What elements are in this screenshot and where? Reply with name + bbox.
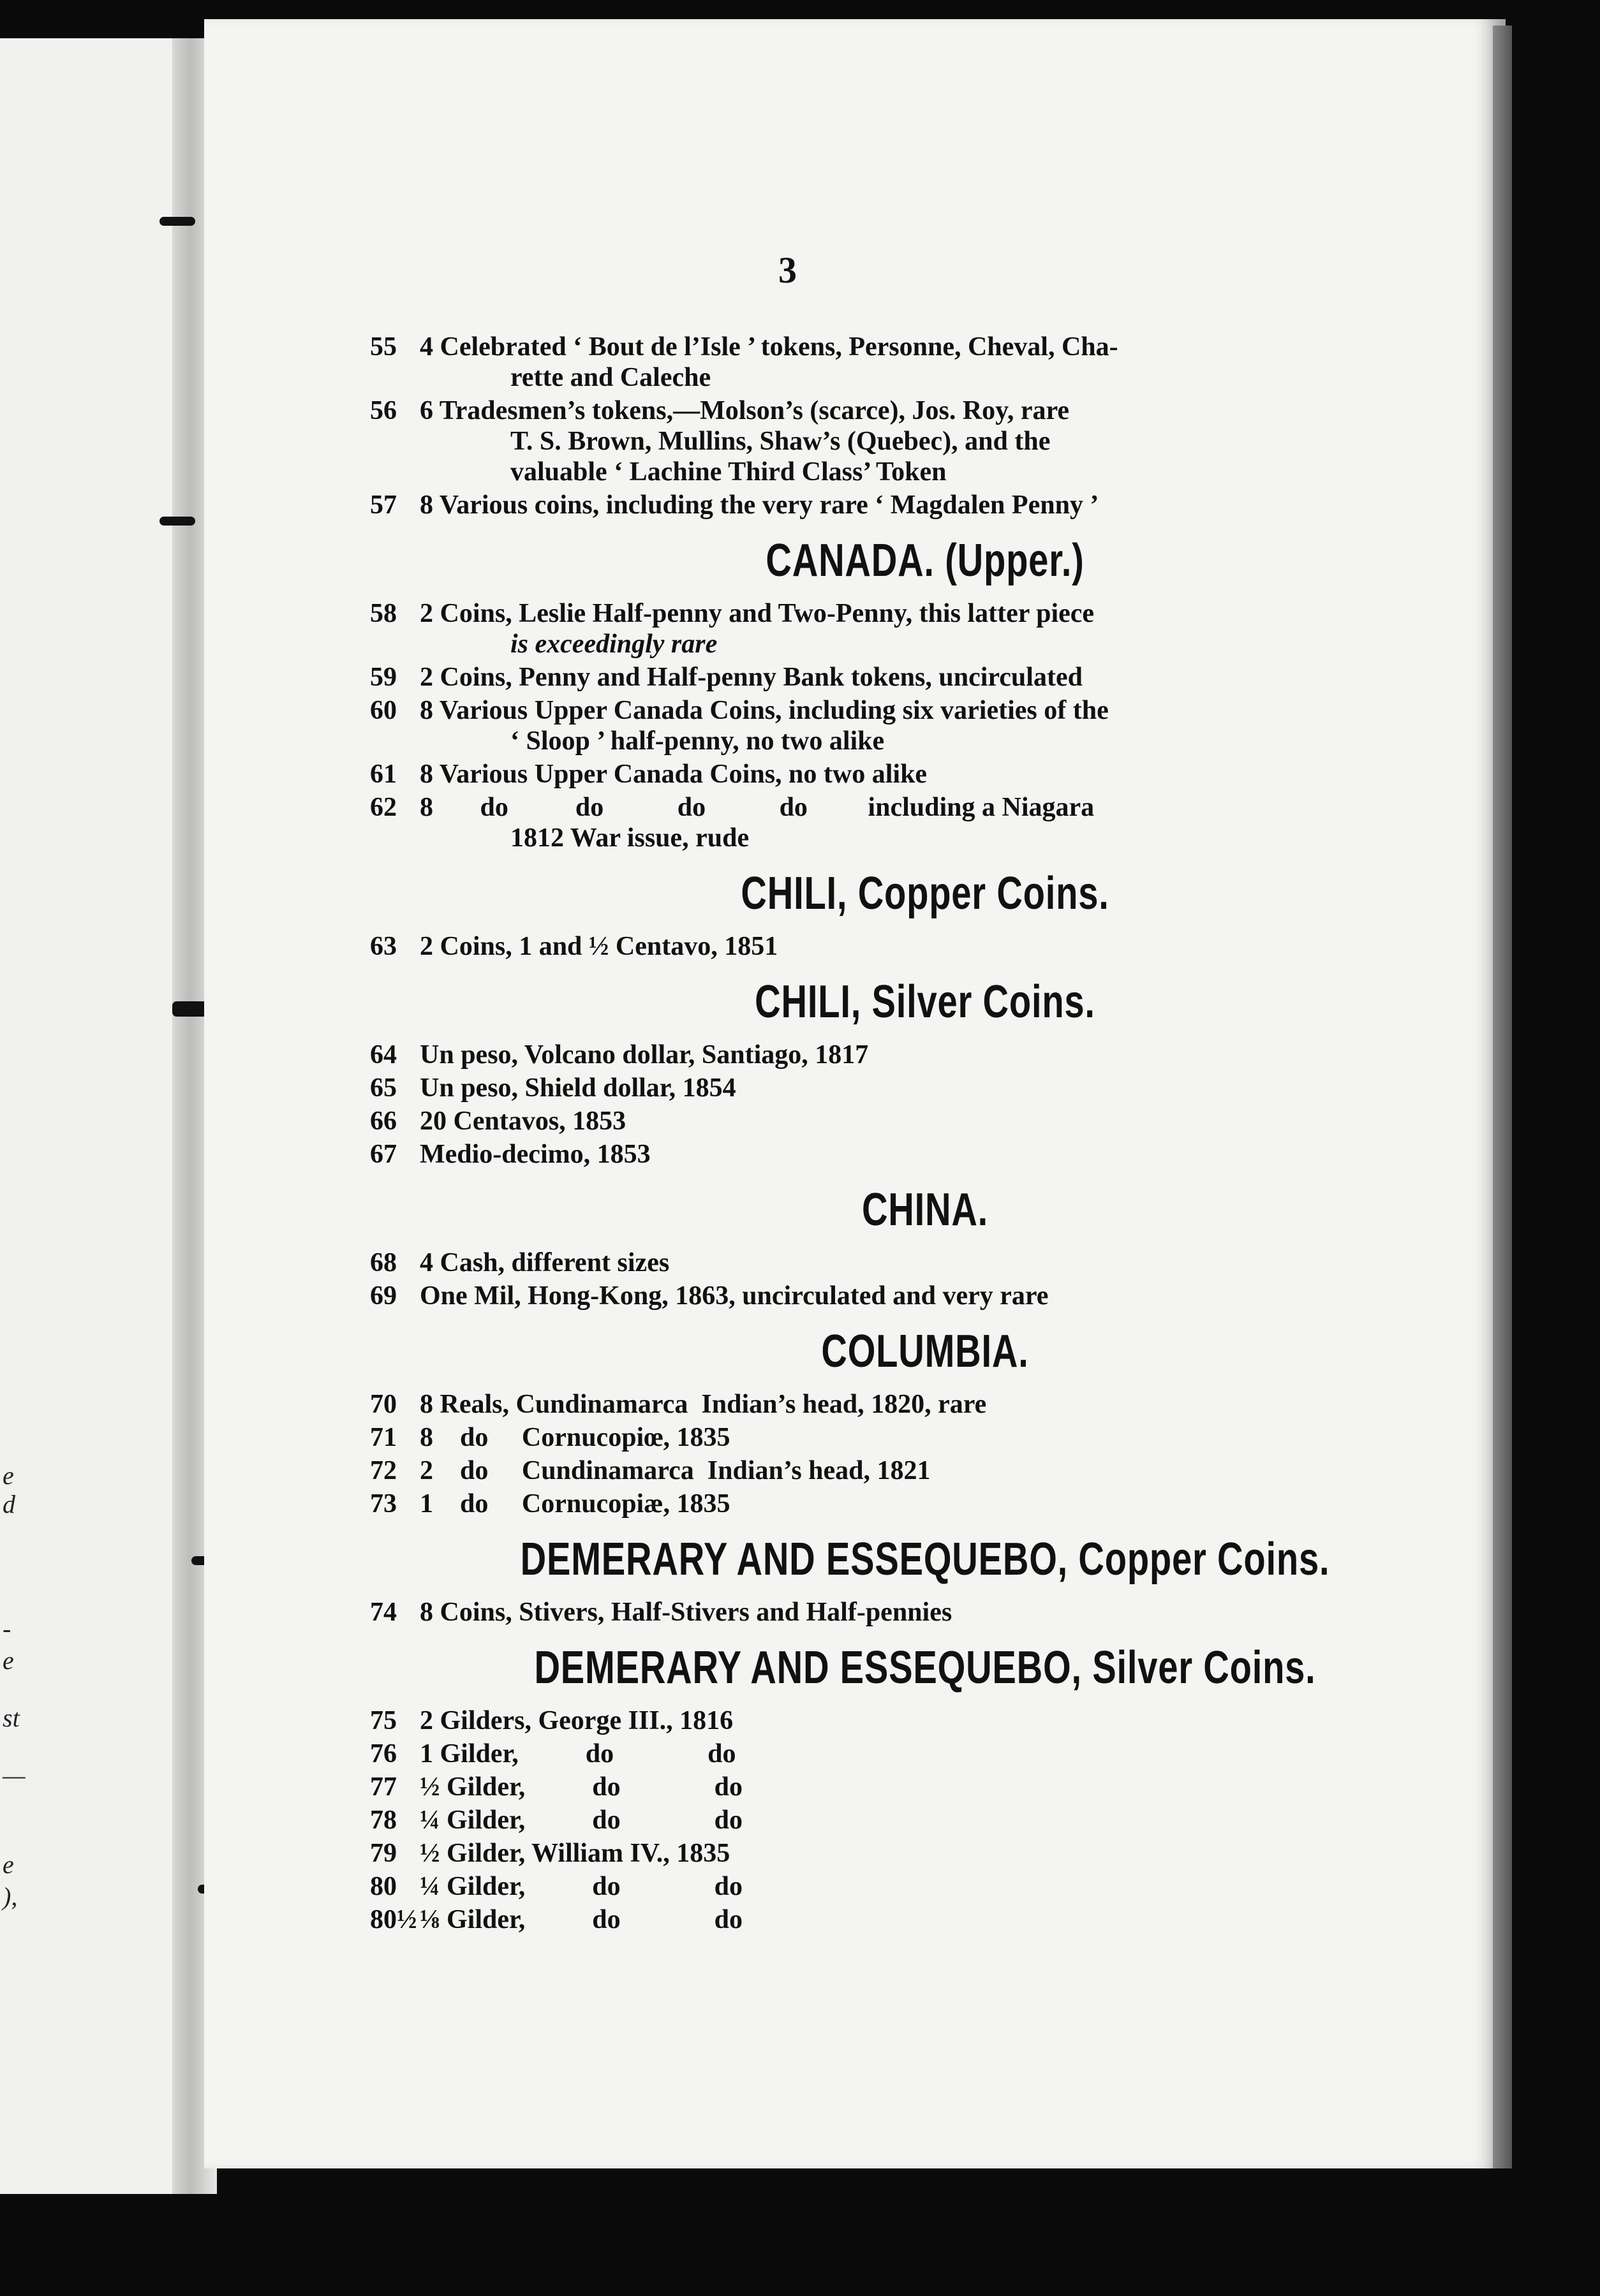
lot-number: 63 xyxy=(370,932,397,961)
lot-description: ½ Gilder, William IV., 1835 xyxy=(420,1839,730,1868)
section-heading: COLUMBIA. xyxy=(821,1326,1029,1377)
lot-description: 2 Gilders, George III., 1816 xyxy=(420,1706,734,1735)
lot-description: 4 Cash, different sizes xyxy=(420,1248,670,1277)
lot-entry xyxy=(370,792,1480,853)
lot-number: 62 xyxy=(370,793,397,822)
lot-entry xyxy=(370,598,1480,659)
lot-description: 2 do Cundinamarca Indian’s head, 1821 xyxy=(420,1456,931,1485)
lot-number: 61 xyxy=(370,760,397,789)
lot-number: 57 xyxy=(370,490,397,520)
lot-entry xyxy=(370,1489,1480,1519)
left-fragment-text: - xyxy=(3,1614,11,1643)
lot-entry xyxy=(370,1597,1480,1628)
lot-entry xyxy=(370,1455,1480,1486)
catalogue-page xyxy=(204,19,1506,2168)
lot-entry xyxy=(370,662,1480,693)
lot-entry xyxy=(370,1904,1480,1935)
lot-description: 1 Gilder, do do xyxy=(420,1739,736,1769)
lot-entry xyxy=(370,759,1480,790)
lot-number: 56 xyxy=(370,396,397,425)
lot-description: One Mil, Hong-Kong, 1863, uncirculated and very rare xyxy=(420,1281,1049,1311)
lot-number: 74 xyxy=(370,1598,397,1627)
lot-number: 73 xyxy=(370,1489,397,1519)
lot-description: 8 Reals, Cundinamarca Indian’s head, 1820, rare xyxy=(420,1390,987,1419)
lot-entry xyxy=(370,931,1480,962)
lot-entry xyxy=(370,395,1480,487)
lot-entry xyxy=(370,1838,1480,1869)
lot-number: 60 xyxy=(370,696,397,725)
lot-description: 6 Tradesmen’s tokens,—Molson’s (scarce), Jos. Roy, rare xyxy=(420,396,1070,425)
lot-number: 75 xyxy=(370,1706,397,1735)
lot-description: 8 Various coins, including the very rare ‘ Magdalen Penny ’ xyxy=(420,490,1099,520)
lot-number: 69 xyxy=(370,1281,397,1311)
lot-number: 58 xyxy=(370,599,397,628)
lot-number: 55 xyxy=(370,332,397,362)
left-fragment-text: st xyxy=(3,1704,20,1732)
lot-description: ¼ Gilder, do do xyxy=(420,1872,743,1901)
lot-description: 8 Coins, Stivers, Half-Stivers and Half-pennies xyxy=(420,1598,952,1627)
lot-number: 64 xyxy=(370,1040,397,1070)
section-heading: CHILI, Silver Coins. xyxy=(755,976,1095,1027)
lot-description-cont: 1812 War issue, rude xyxy=(510,823,750,853)
lot-number: 72 xyxy=(370,1456,397,1485)
lot-description: 4 Celebrated ‘ Bout de l’Isle ’ tokens, Personne, Cheval, Cha- xyxy=(420,332,1118,362)
lot-entry xyxy=(370,1281,1480,1311)
lot-description-cont: ‘ Sloop ’ half-penny, no two alike xyxy=(510,726,885,756)
section-heading: CANADA. (Upper.) xyxy=(766,535,1085,586)
lot-number: 67 xyxy=(370,1140,397,1169)
left-fragment-text: ), xyxy=(3,1882,18,1911)
lot-description: ⅛ Gilder, do do xyxy=(420,1905,743,1934)
catalogue-content xyxy=(370,332,1480,1938)
lot-number: 71 xyxy=(370,1423,397,1452)
page-edge-shadow xyxy=(1493,26,1512,2168)
lot-entry xyxy=(370,1106,1480,1137)
lot-entry xyxy=(370,490,1480,520)
lot-entry xyxy=(370,1422,1480,1453)
lot-entry xyxy=(370,1247,1480,1278)
lot-description: 20 Centavos, 1853 xyxy=(420,1107,626,1136)
lot-entry xyxy=(370,1139,1480,1170)
lot-description-cont: T. S. Brown, Mullins, Shaw’s (Quebec), and the xyxy=(510,427,1051,456)
lot-description: 8 do do do do including a Niagara xyxy=(420,793,1095,822)
lot-description-cont: is exceedingly rare xyxy=(510,629,718,659)
page-number: 3 xyxy=(778,249,797,291)
lot-number: 70 xyxy=(370,1390,397,1419)
left-page-fragment xyxy=(0,38,191,2194)
lot-number: 68 xyxy=(370,1248,397,1277)
lot-number: 65 xyxy=(370,1073,397,1103)
lot-number: 77 xyxy=(370,1772,397,1802)
lot-entry xyxy=(370,695,1480,756)
lot-description: 2 Coins, Penny and Half-penny Bank tokens, uncirculated xyxy=(420,663,1083,692)
lot-number: 78 xyxy=(370,1806,397,1835)
section-heading: CHINA. xyxy=(861,1184,989,1235)
lot-description: 1 do Cornucopiæ, 1835 xyxy=(420,1489,730,1519)
lot-entry xyxy=(370,1705,1480,1736)
lot-number: 80 xyxy=(370,1872,397,1901)
lot-entry xyxy=(370,1805,1480,1836)
lot-description: 8 Various Upper Canada Coins, including six varieties of the xyxy=(420,696,1109,725)
lot-number: 66 xyxy=(370,1107,397,1136)
lot-entry xyxy=(370,1073,1480,1103)
section-heading: DEMERARY AND ESSEQUEBO, Silver Coins. xyxy=(534,1642,1316,1693)
lot-description-cont: valuable ‘ Lachine Third Class’ Token xyxy=(510,457,947,487)
lot-description: Un peso, Volcano dollar, Santiago, 1817 xyxy=(420,1040,869,1070)
lot-description: 2 Coins, Leslie Half-penny and Two-Penny, this latter piece xyxy=(420,599,1095,628)
lot-entry xyxy=(370,1040,1480,1070)
binding-stitch xyxy=(172,1001,208,1017)
lot-description: ½ Gilder, do do xyxy=(420,1772,743,1802)
left-fragment-text: e xyxy=(3,1461,14,1490)
lot-entry xyxy=(370,1871,1480,1902)
lot-number: 80½ xyxy=(370,1905,417,1934)
left-fragment-text: e xyxy=(3,1646,14,1675)
lot-description: Un peso, Shield dollar, 1854 xyxy=(420,1073,736,1103)
lot-entry xyxy=(370,1389,1480,1420)
lot-description: 2 Coins, 1 and ½ Centavo, 1851 xyxy=(420,932,778,961)
lot-description: 8 do Cornucopiœ, 1835 xyxy=(420,1423,730,1452)
lot-number: 59 xyxy=(370,663,397,692)
lot-description-cont: rette and Caleche xyxy=(510,363,711,392)
lot-number: 76 xyxy=(370,1739,397,1769)
lot-description: Medio-decimo, 1853 xyxy=(420,1140,651,1169)
section-heading: DEMERARY AND ESSEQUEBO, Copper Coins. xyxy=(520,1534,1330,1585)
lot-entry xyxy=(370,1772,1480,1802)
left-fragment-text: e xyxy=(3,1850,14,1879)
left-fragment-text: d xyxy=(3,1490,15,1519)
binding-stitch xyxy=(159,217,195,226)
lot-entry xyxy=(370,1739,1480,1769)
lot-description: ¼ Gilder, do do xyxy=(420,1806,743,1835)
lot-number: 79 xyxy=(370,1839,397,1868)
lot-entry xyxy=(370,332,1480,393)
section-heading: CHILI, Copper Coins. xyxy=(741,868,1109,919)
binding-stitch xyxy=(159,517,195,526)
lot-description: 8 Various Upper Canada Coins, no two alike xyxy=(420,760,928,789)
left-fragment-text: — xyxy=(3,1761,26,1790)
